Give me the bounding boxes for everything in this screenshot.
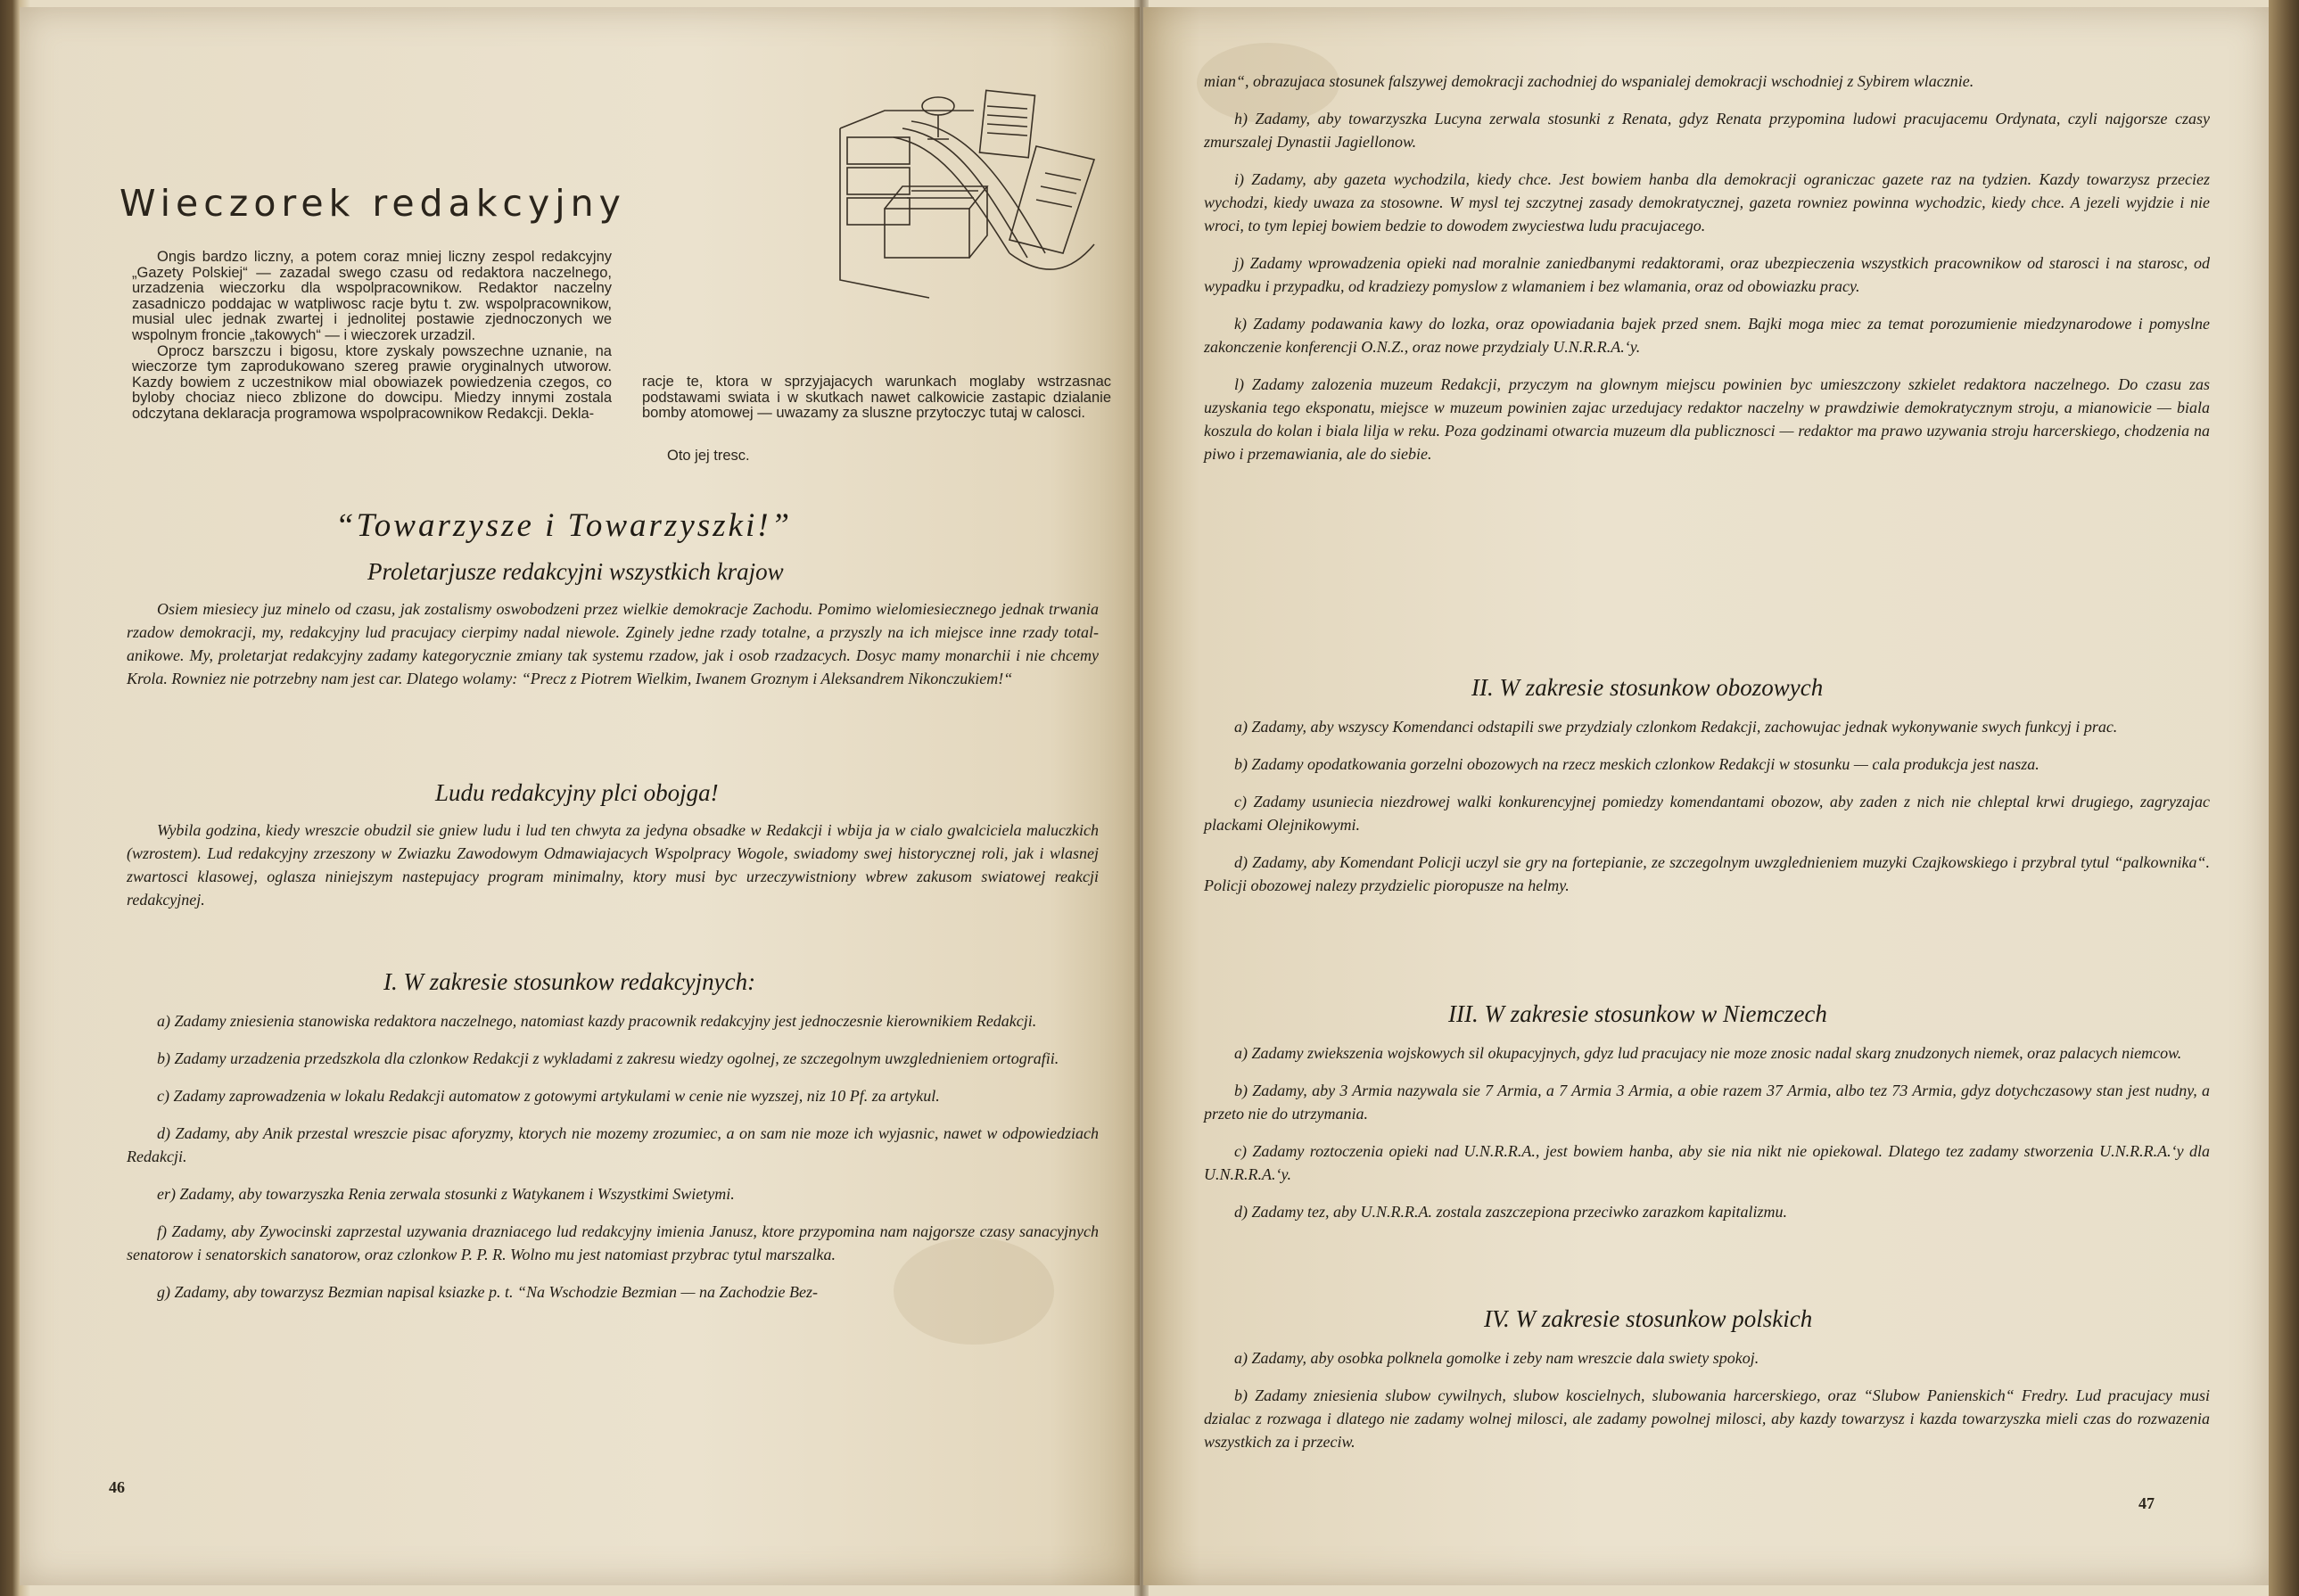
list-item: a) Zadamy, aby wszyscy Komendanci odstapili swe przydzialy czlonkom Redakcji, zachowujac jednak wykonywanie swych funkcyj i prac. [1234,718,2118,736]
list-item: h) Zadamy, aby towarzyszka Lucyna zerwala stosunki z Renata, gdyz Renata przypomina ludowi pracujacemu Ordynata, czyli najgorsze czasy zmurszalej Dynastii Jagiellonow. [1204,110,2210,151]
intro-paragraph: Oprocz barszczu i bigosu, ktore zyskaly powszechne uznanie, na wieczorze tym zaprodukowano szereg prawie oryginalnych utworow. Kazdy bowiem z uczestnikow mial obowiazek powiedzenia czegos, co byloby chociaz nieco zblizone do dowcipu. Miedzy innymi zostala odczytana deklaracja programowa wspolpracownikow Redakcji. Dekla- [132,342,612,422]
list-item: f) Zadamy, aby Zywocinski zaprzestal uzywania drazniacego lud redakcyjny imienia Janusz, ktore przypomina nam najgorsze czasy sanacyjnych senatorow i senatorskich sanatorow, oraz czlonkow P. P. R. Wolno mu jest natomiast przybrac tytul marszalka. [127,1222,1099,1263]
list-item: g) Zadamy, aby towarzysz Bezmian napisal ksiazke p. t. “Na Wschodzie Bezmian — na Zachodzie Bez- [157,1283,818,1301]
article-title: Wieczorek redakcyjny [119,182,626,225]
page-number-right: 47 [2138,1494,2155,1512]
list-item: a) Zadamy, aby osobka polknela gomolke i zeby nam wreszcie dala swiety spokoj. [1234,1349,1759,1367]
paragraph-osiem [127,597,1099,704]
section-I-items [127,1009,1099,1318]
body-paragraph: Wybila godzina, kiedy wreszcie obudzil sie gniew ludu i lud ten chwyta za jedyna obsadke w Redakcji i wbija ja w cialo gwalciciela maluczkich (wzrostem). Lud redakcyjny zrzeszony w Zwiazku Zawodowym Odmawiajacych Wspolpracy Wogole, swiadomy swej historycznej roli, jak i wlasnej zwartosci klasowej, oglasza niniejszym nastepujacy program minimalny, ktory musi byc urzeczywistniony wbrew zakusom swiatowej reakcji redakcyjnej. [127,821,1099,909]
section-II-items [1204,715,2210,911]
list-item: b) Zadamy, aby 3 Armia nazywala sie 7 Armia, a 7 Armia 3 Armia, a obie razem 37 Armia, albo tez 73 Armia, gdyz dotychczasowy stan jest nudny, a przeto nie do utrzymania. [1204,1082,2210,1123]
heading-section-IV: IV. W zakresie stosunkow polskich [1484,1305,1813,1332]
heading-main: “Towarzysze i Towarzyszki!” [335,507,793,544]
book-edge [2269,0,2299,1596]
list-item: d) Zadamy, aby Komendant Policji uczyl sie gry na fortepianie, ze szczegolnym uwzglednieniem muzyki Czajkowskiego i przybral tytul “palkownika“. Policji obozowej nalezy przydzielic pioropusze na helmy. [1204,853,2210,894]
list-item: i) Zadamy, aby gazeta wychodzila, kiedy chce. Jest bowiem hanba dla demokracji ograniczac gazete raz na tydzien. Kazdy towarzysz przeciez wychodzi, kiedy uwaza za stosowne. W mysl tej szczytnej zasady demokratycznej, gazeta rowniez powinna wychodzic, kiedy chce. A jezeli wyjdzie i nie wroci, to tym lepiej bowiem bedzie to dowodem zwyciestwa ludu pracujacego. [1204,170,2210,234]
right-page [1143,7,2269,1585]
paragraph-wybila [127,819,1099,926]
list-item: k) Zadamy podawania kawy do lozka, oraz opowiadania bajek przed snem. Bajki moga miec za temat porozumienie miedzynarodowe i pomyslne zakonczenie konferencji O.N.Z., oraz nowe przydzialy U.N.R.R.A.‘y. [1204,315,2210,356]
heading-proletarjusze: Proletarjusze redakcyjni wszystkich krajow [367,558,784,585]
heading-ludu: Ludu redakcyjny plci obojga! [435,779,719,806]
right-page-body [1204,70,2210,480]
continuation-paragraph: mian“, obrazujaca stosunek falszywej demokracji zachodniej do wspanialej demokracji wschodniej z Sybirem wlacznie. [1204,72,1974,90]
list-item: b) Zadamy opodatkowania gorzelni obozowych na rzecz meskich czlonkow Redakcji w stosunku — cala produkcja jest nasza. [1234,755,2039,773]
desk-typewriter-illustration [831,75,1099,307]
intro-paragraph: racje te, ktora w sprzyjajacych warunkach moglaby wstrzasnac podstawami swiata i w skutkach nawet calkowicie zastapic dzialanie bomby atomowej — uwazamy za sluszne przytoczyc tutaj w calosci. [642,374,1111,422]
list-item: l) Zadamy zalozenia muzeum Redakcji, przyczym na glownym miejscu powinien byc umieszczony szkielet redaktora naczelnego. Do czasu zas uzyskania tego eksponatu, miejsce w muzeum powinien zajac urzedujacy redaktor naczelny w prawdziwie demokratycznym stroju, a mianowicie — biala koszula do kolan i biala lilja w reku. Poza godzinami otwarcia muzeum dla publicznosci — redaktor ma prawo uzywania stroju harcerskiego, chodzenia na piwo i przemawiania, ale do siebie. [1204,375,2210,463]
list-item: d) Zadamy tez, aby U.N.R.R.A. zostala zaszczepiona przeciwko zarazkom kapitalizmu. [1234,1203,1787,1221]
intro-column-2 [642,374,1111,422]
heading-section-I: I. W zakresie stosunkow redakcyjnych: [383,968,756,995]
list-item: a) Zadamy zwiekszenia wojskowych sil okupacyjnych, gdyz lud pracujacy nie moze znosic nadal skarg znudzonych niemek, oraz palacych niemcow. [1234,1044,2182,1062]
list-item: j) Zadamy wprowadzenia opieki nad moralnie zaniedbanymi redaktorami, oraz ubezpieczenia wszystkich pracownikow od starosci i na starosc, od wypadku i przypadku, od kradziezy pomyslow z wlamaniem i bez wlamania, oraz od obowiazku pracy. [1204,254,2210,295]
page-number-left: 46 [109,1478,125,1496]
intro-oto: Oto jej tresc. [667,448,750,464]
list-item: b) Zadamy zniesienia slubow cywilnych, slubow koscielnych, slubowania harcerskiego, oraz “Slubow Panienskich“ Fredry. Lud pracujacy musi dzialac z rozwaga i dlatego nie zadamy wolnej milosci, ale zadamy powolnej milosci, aby kazdy towarzysz i kazda towarzyszka mieli czas do rozwazenia wszystkich za i przeciw. [1204,1386,2210,1451]
heading-section-II: II. W zakresie stosunkow obozowych [1471,674,1824,701]
section-IV-items [1204,1346,2210,1468]
intro-column-1 [132,250,612,423]
list-item: b) Zadamy urzadzenia przedszkola dla czlonkow Redakcji z wykladami z zakresu wiedzy ogolnej, ze szczegolnym uwzglednieniem ortografii. [157,1049,1059,1067]
list-item: d) Zadamy, aby Anik przestal wreszcie pisac aforyzmy, ktorych nie mozemy zrozumiec, a on sam nie moze ich wyjasnic, nawet w odpowiedziach Redakcji. [127,1124,1099,1165]
list-item: a) Zadamy zniesienia stanowiska redaktora naczelnego, natomiast kazdy pracownik redakcyjny jest jednoczesnie kierownikiem Redakcji. [157,1012,1037,1030]
list-item: c) Zadamy zaprowadzenia w lokalu Redakcji automatow z gotowymi artykulami w cenie nie wyzszej, niz 10 Pf. za artykul. [157,1087,940,1105]
section-III-items [1204,1041,2210,1238]
left-page [20,7,1140,1585]
heading-section-III: III. W zakresie stosunkow w Niemczech [1448,1000,1827,1027]
intro-paragraph: Ongis bardzo liczny, a potem coraz mniej liczny zespol redakcyjny „Gazety Polskiej“ — zazadal swego czasu od redaktora naczelnego, urzadzenia wieczorku dla wspolpracownikow. Redaktor naczelny zasadniczo poddajac w watpliwosc racje bytu t. zw. wspolpracownikow, musial ulec jednak zwartej i jednolitej postawie zjednoczonych we wspolnym froncie „takowych“ — i wieczorek urzadzil. [132,249,612,343]
list-item: c) Zadamy roztoczenia opieki nad U.N.R.R.A., jest bowiem hanba, aby sie nia nikt nie opiekowal. Dlatego tez zadamy stworzenia U.N.R.R.A.‘y dla U.N.R.R.A.‘y. [1204,1142,2210,1183]
list-item: er) Zadamy, aby towarzyszka Renia zerwala stosunki z Watykanem i Wszystkimi Swietymi. [157,1185,735,1203]
body-paragraph: Osiem miesiecy juz minelo od czasu, jak zostalismy oswobodzeni przez wielkie demokracje Zachodu. Pomimo wielomiesiecznego jednak trwania rzadow demokracji, my, redakcyjny lud pracujacy cierpimy nadal niewole. Zginely jedne rzady totalne, a przyszly na ich miejsce inne rzady total-anikowe. My, proletarjat redakcyjny zadamy kategorycznie zmiany tak systemu rzadow, jak i osob rzadzacych. Dosyc mamy monarchii i nie chcemy Krola. Rowniez nie potrzebny nam jest car. Dlatego wolamy: “Precz z Piotrem Wielkim, Iwanem Groznym i Aleksandrem Nikonczukiem!“ [127,600,1099,687]
list-item: c) Zadamy usuniecia niezdrowej walki konkurencyjnej pomiedzy komendantami obozow, aby zaden z nich nie chleptal krwi drugiego, zagryzajac plackami Olejnikowymi. [1204,793,2210,834]
